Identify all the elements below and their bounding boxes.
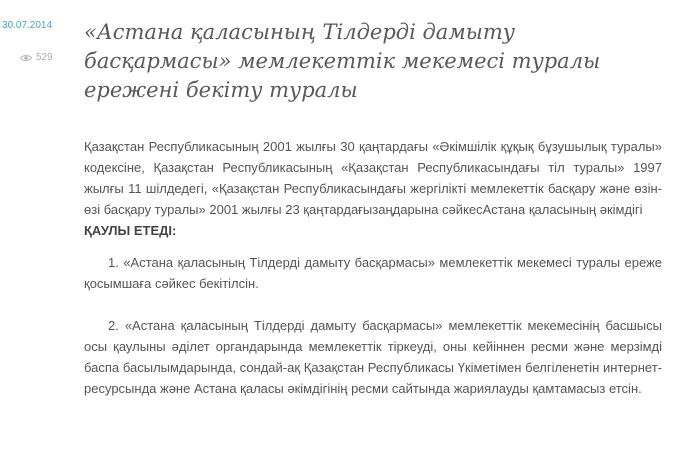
intro-text: Қазақстан Республикасының 2001 жылғы 30 қаңтардағы «Әкімшілік құқық бұзушылық туралы» кодексіне, Қазақстан Республикасының «Қазақстан Республикасындағы тіл туралы» 1997 жылғы 11 шілдедегі, «Қазақстан Республикасындағы жергілікті мемлекеттік басқару және өзін-өзі басқару туралы» 2001 жылғы 23 қаңтардағызаңдарына сәйкесАстана қаласының әкімдігі: [84, 139, 662, 217]
view-counter: [20, 52, 53, 63]
list-item: 1. «Астана қаласының Тілдерді дамыту басқармасы» мемлекеттік мекемесі туралы ереже қосымшаға сәйкес бекітілсін.: [84, 255, 662, 291]
eye-icon: [20, 54, 32, 62]
article-title: «Астана қаласының Тілдерді дамыту басқармасы» мемлекеттік мекемесі туралы ережені бекіту туралы: [84, 20, 601, 102]
decree-heading: ҚАУЛЫ ЕТЕДІ:: [84, 223, 177, 238]
list-item: 2. «Астана қаласының Тілдерді дамыту басқармасы» мемлекеттік мекемесінің басшысы осы қаулыны әділет органдарында мемлекеттік тіркеуді, оны кейіннен ресми және мерзімді баспа басылымдарында, сондай-ақ Қазақстан Республикасы Үкіметімен белгіленетін интернет-ресурсында және Астана қаласы әкімдігінің ресми сайтында жариялауды қамтамасыз етсін.: [84, 318, 662, 396]
intro-paragraph: [84, 136, 662, 241]
publish-date: 30.07.2014: [2, 20, 53, 31]
view-count: 529: [36, 52, 53, 63]
article-body: [84, 136, 662, 399]
